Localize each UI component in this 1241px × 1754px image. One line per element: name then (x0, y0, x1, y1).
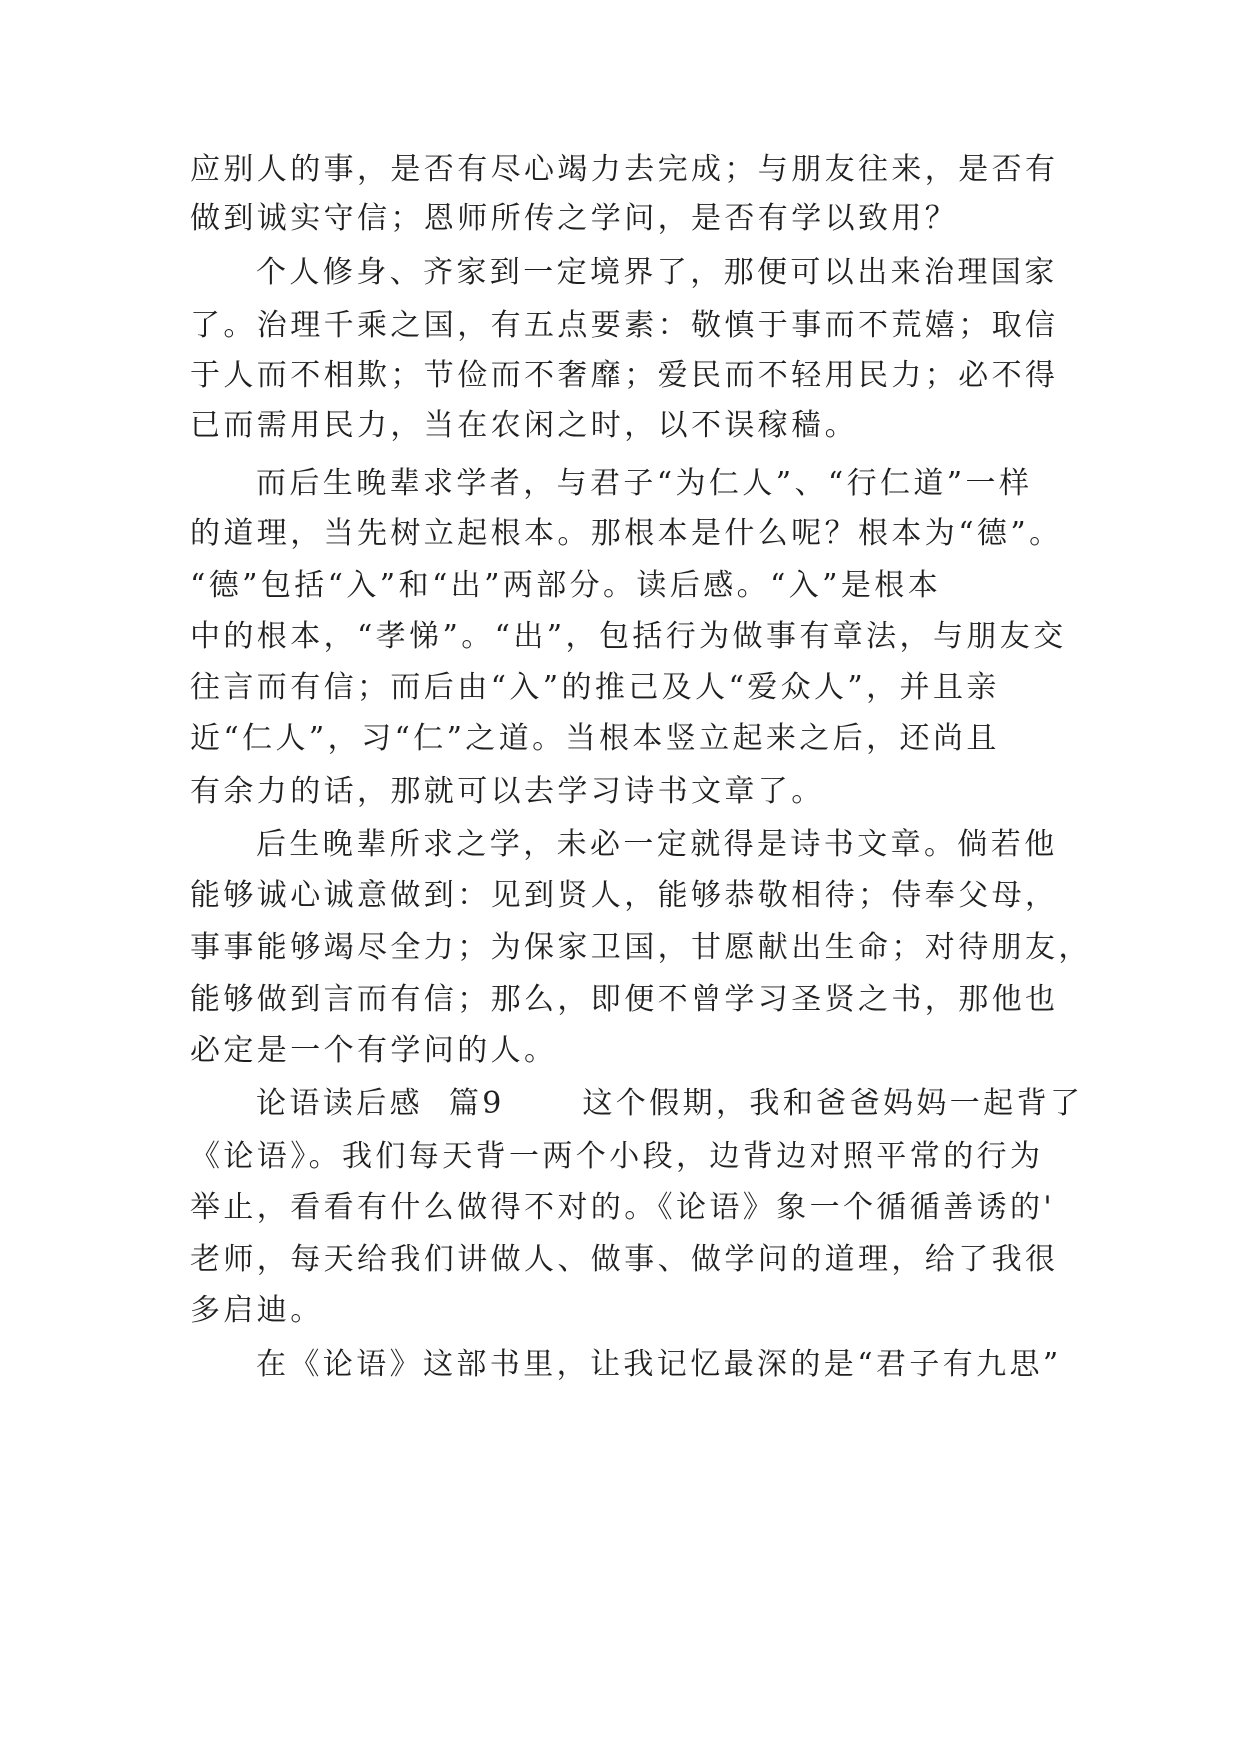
text-line: 的道理，当先树立起根本。那根本是什么呢？根本为“德”。 (190, 516, 1063, 551)
text-line: 做到诚实守信；恩师所传之学问，是否有学以致用？ (190, 201, 959, 236)
text-line: 了。治理千乘之国，有五点要素：敬慎于事而不荒嬉；取信 (190, 308, 1059, 343)
text-line: 在《论语》这部书里，让我记忆最深的是“君子有九思” (256, 1347, 1062, 1382)
text-line: 必定是一个有学问的人。 (190, 1033, 558, 1068)
text-line: 举止，看看有什么做得不对的。《论语》象一个循循善诱的' (190, 1190, 1056, 1225)
text-line: 《论语》。我们每天背一两个小段，边背边对照平常的行为 (190, 1139, 1044, 1174)
text-line: 论语读后感 篇9 这个假期，我和爸爸妈妈一起背了 (256, 1086, 1084, 1121)
text-line: 中的根本，“孝悌”。“出”，包括行为做事有章法，与朋友交 (190, 619, 1067, 654)
text-line: 老师，每天给我们讲做人、做事、做学问的道理，给了我很 (190, 1242, 1059, 1277)
text-line: 能够诚心诚意做到：见到贤人，能够恭敬相待；侍奉父母， (190, 878, 1059, 913)
text-line: 个人修身、齐家到一定境界了，那便可以出来治理国家 (256, 255, 1058, 290)
text-line: 后生晚辈所求之学，未必一定就得是诗书文章。倘若他 (256, 827, 1058, 862)
text-line: 而后生晚辈求学者，与君子“为仁人”、“行仁道”一样 (256, 466, 1033, 501)
text-line: 应别人的事，是否有尽心竭力去完成；与朋友往来，是否有 (190, 152, 1059, 187)
text-line: 往言而有信；而后由“入”的推己及人“爱众人”，并且亲 (190, 670, 1000, 705)
text-line: 有余力的话，那就可以去学习诗书文章了。 (190, 774, 825, 809)
text-line: 能够做到言而有信；那么，即便不曾学习圣贤之书，那他也 (190, 982, 1059, 1017)
text-line: 近“仁人”，习“仁”之道。当根本竖立起来之后，还尚且 (190, 721, 1000, 756)
text-line: 已而需用民力，当在农闲之时，以不误稼穑。 (190, 408, 858, 443)
text-line: “德”包括“入”和“出”两部分。读后感。“入”是根本 (190, 568, 942, 603)
text-line: 事事能够竭尽全力；为保家卫国，甘愿献出生命；对待朋友， (190, 930, 1092, 965)
text-line: 于人而不相欺；节俭而不奢靡；爱民而不轻用民力；必不得 (190, 358, 1059, 393)
text-line: 多启迪。 (190, 1293, 324, 1328)
